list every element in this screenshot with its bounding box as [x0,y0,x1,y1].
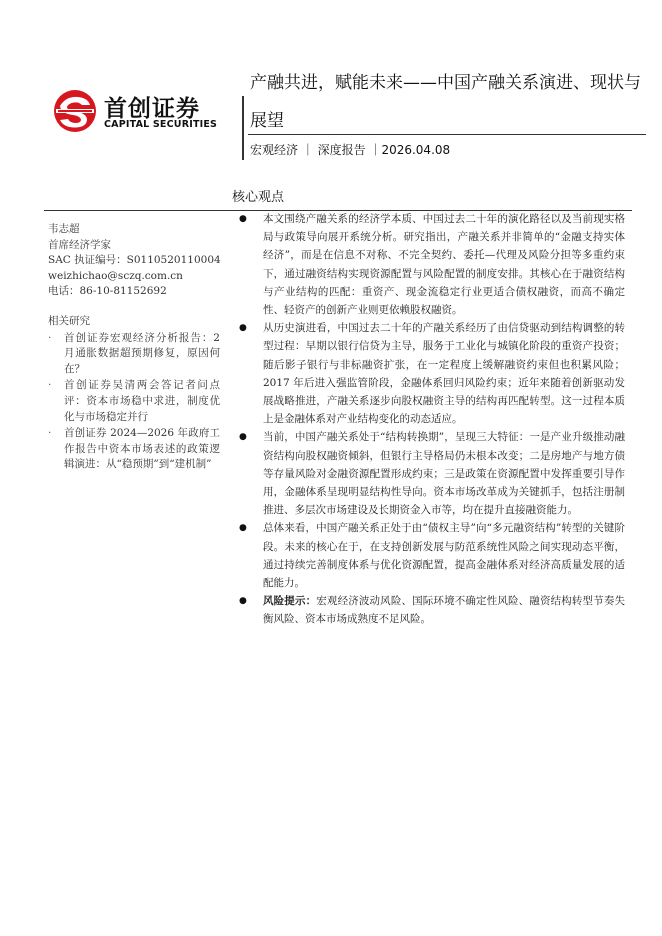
report-title: 产融共进，赋能未来——中国产融关系演进、现状与展望 [250,73,641,131]
core-view-text: 从历史演进看，中国过去二十年的产融关系经历了由信贷驱动到结构调整的转型过程：早期以银行信贷为主导，服务于工业化与城镇化阶段的重资产投资；随后影子银行与非标融资扩张，在一定程度上缓解融资约束但也积累风险；2017 年后进入强监管阶段，金融体系回归风险约束；近年来随着创新驱动发展战略推进，产融关系逐步向股权融资主导的结构再匹配转型。这一过程本质上是金融体系对产业结构变化的动态适应。 [263,322,625,426]
related-item[interactable] [48,378,220,425]
related-item[interactable] [48,331,220,378]
bullet-icon: ● [239,596,247,607]
related-item[interactable] [48,426,220,473]
core-view-item [237,319,625,428]
section-heading: 核心观点 [232,190,285,205]
analyst-email[interactable]: weizhichao@sczq.com.cn [48,269,183,282]
analyst-role: 首席经济学家 [48,238,111,251]
logo-name-en: CAPITAL SECURITIES [104,119,218,130]
logo-mark-icon [52,88,98,134]
core-views [237,210,625,629]
analyst-name: 韦志超 [48,223,80,235]
sidebar [48,222,220,473]
core-view-item [237,210,625,319]
related-heading: 相关研究 [48,314,90,327]
analyst-sac: SAC 执证编号：S0110520110004 [48,254,221,267]
core-view-text: 本文围绕产融关系的经济学本质、中国过去二十年的演化路径以及当前现实格局与政策导向展开系统分析。研究指出，产融关系并非简单的“金融支持实体经济”，而是在信息不对称、不完全契约、委托—代理及风险分担等多重约束下，通过融资结构实现资源配置与风险配置的制度安排。其核心在于融资结构与产业结构的匹配：重资产、现金流稳定行业更适合债权融资，而高不确定性、轻资产的创新产业则更依赖股权融资。 [263,213,625,317]
analyst-phone: 电话：86-10-81152692 [48,285,167,298]
bullet-dot-icon: · [48,427,52,440]
company-logo [52,88,237,136]
related-item-text[interactable]: 首创证券 2024—2026 年政府工作报告中资本市场表述的政策逻辑演进：从“稳预期”到“建机制” [64,427,220,471]
title-rule [248,134,646,135]
core-view-text: 总体来看，中国产融关系正处于由“债权主导”向“多元融资结构”转型的关键阶段。未来的核心在于，在支持创新发展与防范系统性风险之间实现动态平衡，通过持续完善制度体系与优化资源配置，提高金融体系对经济高质量发展的适配能力。 [263,522,625,590]
bullet-icon: ● [239,523,247,534]
core-view-item [237,519,625,592]
risk-warning-label: 风险提示： [263,595,317,608]
bullet-icon: ● [239,214,247,224]
risk-warning [237,592,625,628]
core-view-item [237,428,625,519]
related-item-text[interactable]: 首创证券宏观经济分析报告：2 月通胀数据超预期修复，原因何在？ [64,331,220,375]
header-divider [242,96,244,160]
related-item-text[interactable]: 首创证券吴清两会答记者问点评：资本市场稳中求进，制度优化与市场稳定并行 [64,379,220,423]
report-subtitle: 宏观经济 ｜ 深度报告 ｜2026.04.08 [250,143,451,157]
bullet-dot-icon: · [48,379,52,392]
core-view-text: 当前，中国产融关系处于“结构转换期”，呈现三大特征：一是产业升级推动融资结构向股权融资倾斜，但银行主导格局仍未根本改变；二是房地产与地方债等存量风险对金融资源配置形成约束；三是政策在资源配置中发挥重要引导作用，金融体系呈现明显结构性导向。资本市场改革成为关键抓手，包括注册制推进、多层次市场建设及长期资金入市等，均在提升直接融资能力。 [263,431,625,517]
risk-warning-text: 风险提示：宏观经济波动风险、国际环境不确定性风险、融资结构转型节奏失衡风险、资本市场成熟度不足风险。 [263,595,626,626]
bullet-icon: ● [239,323,247,334]
bullet-dot-icon: · [48,331,52,344]
bullet-icon: ● [239,432,247,443]
logo-name-cn: 首创证券 [104,96,200,122]
